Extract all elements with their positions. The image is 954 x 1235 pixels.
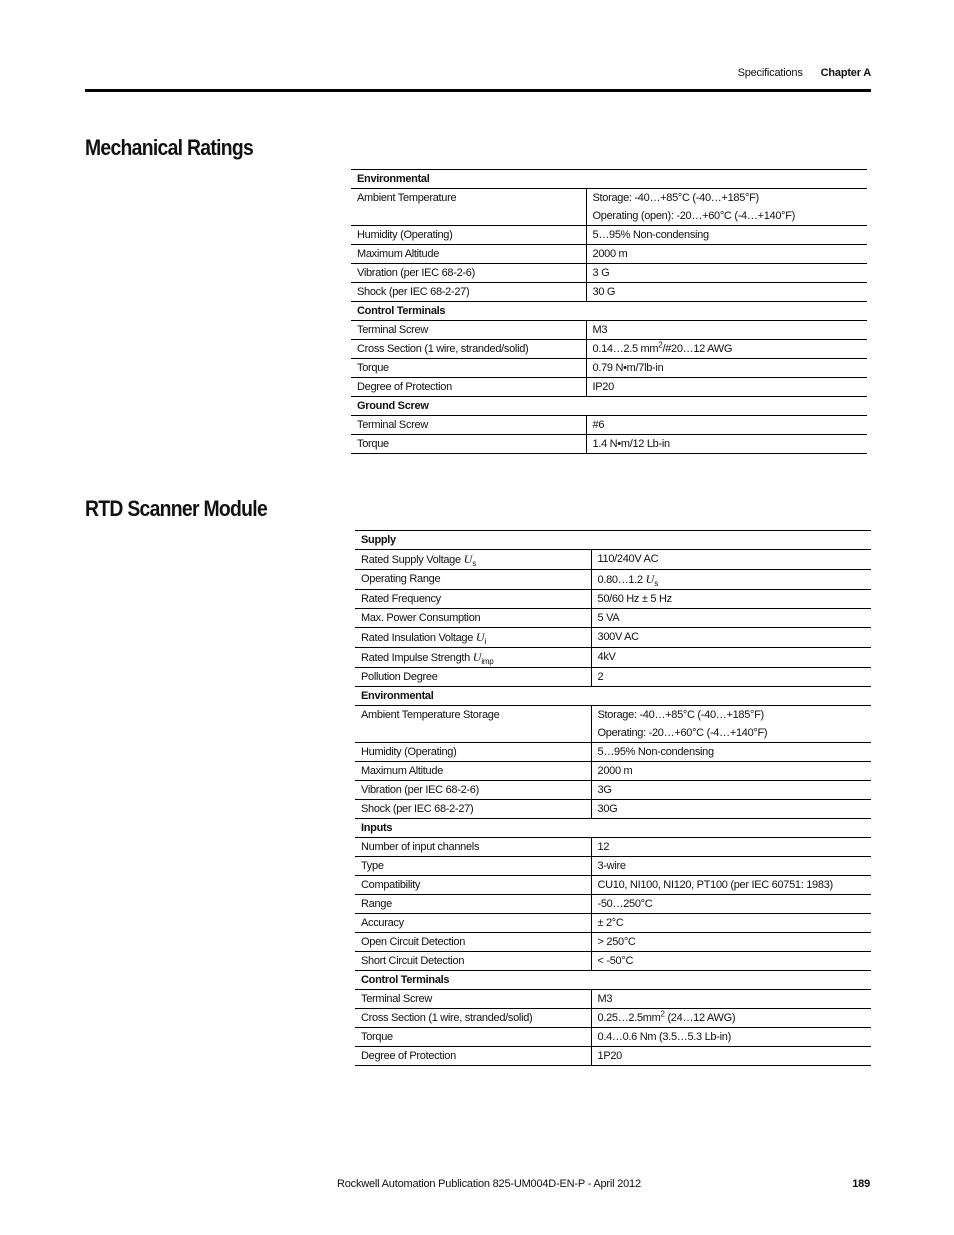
spec-row <box>355 781 871 800</box>
spec-label <box>355 570 591 590</box>
spec-label-text: Accuracy <box>361 917 404 929</box>
spec-row <box>355 933 871 952</box>
spec-value <box>591 706 871 743</box>
spec-label-text: Torque <box>357 362 389 374</box>
spec-value <box>591 895 871 914</box>
section-header-row <box>355 531 871 550</box>
section-header-row <box>355 971 871 990</box>
spec-value-suffix: (24…12 AWG) <box>664 1012 736 1024</box>
section-header-row <box>351 302 867 321</box>
spec-row <box>355 706 871 743</box>
spec-label <box>355 762 591 781</box>
spec-value <box>591 743 871 762</box>
spec-label-text: Short Circuit Detection <box>361 955 465 967</box>
spec-row <box>351 283 867 302</box>
spec-row <box>351 416 867 435</box>
mechanical-ratings-title: Mechanical Ratings <box>85 135 254 160</box>
spec-label-text: Compatibility <box>361 879 421 891</box>
spec-label <box>351 283 586 302</box>
section-label: Control Terminals <box>355 971 871 990</box>
spec-value <box>591 648 871 668</box>
spec-value <box>586 226 867 245</box>
spec-label <box>351 340 586 359</box>
spec-value <box>586 340 867 359</box>
spec-value <box>586 264 867 283</box>
spec-row <box>351 264 867 283</box>
spec-value-text: 3 G <box>592 267 610 279</box>
spec-label <box>351 189 586 226</box>
spec-value-text: 110/240V AC <box>597 553 659 565</box>
spec-value-text: 0.79 N•m/7lb-in <box>592 362 664 374</box>
spec-value-text: 2000 m <box>592 248 628 260</box>
symbol: U <box>645 572 655 586</box>
spec-label-text: Max. Power Consumption <box>361 612 481 624</box>
spec-value-text: IP20 <box>592 381 614 393</box>
spec-row <box>355 628 871 648</box>
spec-label <box>355 952 591 971</box>
superscript: 2 <box>660 1009 665 1019</box>
spec-value-text: 3G <box>597 784 612 796</box>
spec-value <box>586 245 867 264</box>
spec-label-text: Pollution Degree <box>361 671 438 683</box>
spec-row <box>355 1028 871 1047</box>
symbol-subscript: i <box>484 637 486 647</box>
spec-value <box>591 762 871 781</box>
spec-label-text: Terminal Screw <box>357 419 428 431</box>
spec-label-text: Torque <box>361 1031 393 1043</box>
symbol: U <box>472 650 482 664</box>
spec-label <box>355 1047 591 1066</box>
spec-row <box>355 800 871 819</box>
spec-value <box>586 359 867 378</box>
spec-row <box>355 570 871 590</box>
spec-value-text: 2000 m <box>597 765 633 777</box>
mechanical-ratings-table <box>351 169 867 454</box>
spec-label-text: Open Circuit Detection <box>361 936 466 948</box>
spec-label <box>355 648 591 668</box>
header-chapter: Chapter A <box>820 67 871 79</box>
spec-value-text: 30 G <box>592 286 616 298</box>
spec-row <box>355 990 871 1009</box>
spec-value-text: 5…95% Non-condensing <box>592 229 709 241</box>
section-label: Environmental <box>351 170 867 189</box>
spec-value <box>591 609 871 628</box>
symbol-subscript: s <box>472 559 476 569</box>
spec-label-text: Ambient Temperature <box>357 192 457 204</box>
spec-value <box>591 990 871 1009</box>
section-label: Inputs <box>355 819 871 838</box>
spec-value <box>586 416 867 435</box>
spec-label <box>351 435 586 454</box>
spec-label <box>351 245 586 264</box>
section-header-row <box>355 687 871 706</box>
spec-label <box>355 668 591 687</box>
spec-row <box>351 340 867 359</box>
spec-value <box>591 590 871 609</box>
spec-value-text: 30G <box>597 803 618 815</box>
spec-value <box>591 952 871 971</box>
spec-value-text: 2 <box>597 671 604 683</box>
spec-label <box>355 990 591 1009</box>
spec-value-text: 5 VA <box>597 612 620 624</box>
spec-label-text: Terminal Screw <box>361 993 432 1005</box>
spec-row <box>355 1047 871 1066</box>
spec-row <box>355 895 871 914</box>
spec-label-text: Torque <box>357 438 389 450</box>
footer-publication: Rockwell Automation Publication 825-UM004D-EN-P - April 2012 <box>337 1178 641 1190</box>
symbol-subscript: imp <box>481 657 494 667</box>
spec-value-text: 0.80…1.2 <box>597 574 646 586</box>
spec-label <box>351 321 586 340</box>
spec-row <box>351 226 867 245</box>
spec-label-text: Shock (per IEC 68-2-27) <box>357 286 470 298</box>
spec-value-text: Storage: -40…+85°C (-40…+185°F) <box>597 709 764 721</box>
spec-value-text: #6 <box>592 419 605 431</box>
spec-value <box>591 628 871 648</box>
spec-value-text: 50/60 Hz ± 5 Hz <box>597 593 672 605</box>
spec-label-text: Rated Frequency <box>361 593 441 605</box>
spec-value <box>591 857 871 876</box>
spec-row <box>355 876 871 895</box>
spec-label <box>355 628 591 648</box>
spec-value-line2: Operating (open): -20…+60°C (-4…+140°F) <box>592 210 796 222</box>
spec-label-text: Type <box>361 860 384 872</box>
spec-value-text: 0.14…2.5 mm <box>592 343 659 355</box>
spec-label <box>355 876 591 895</box>
spec-value-text: 5…95% Non-condensing <box>597 746 714 758</box>
spec-value-text: < -50°C <box>597 955 634 967</box>
spec-label <box>355 914 591 933</box>
spec-label <box>355 857 591 876</box>
spec-label-text: Shock (per IEC 68-2-27) <box>361 803 474 815</box>
spec-row <box>355 1009 871 1028</box>
spec-row <box>355 952 871 971</box>
spec-label-text: Vibration (per IEC 68-2-6) <box>361 784 479 796</box>
symbol-subscript: s <box>654 579 658 589</box>
spec-value-text: > 250°C <box>597 936 636 948</box>
spec-label-text: Vibration (per IEC 68-2-6) <box>357 267 475 279</box>
spec-value <box>591 838 871 857</box>
spec-label <box>355 933 591 952</box>
spec-label <box>355 609 591 628</box>
spec-value <box>591 933 871 952</box>
spec-row <box>355 762 871 781</box>
section-label: Ground Screw <box>351 397 867 416</box>
spec-row <box>351 378 867 397</box>
spec-label-text: Degree of Protection <box>361 1050 456 1062</box>
spec-label <box>355 1028 591 1047</box>
section-header-row <box>351 170 867 189</box>
spec-label-text: Number of input channels <box>361 841 480 853</box>
spec-label <box>351 378 586 397</box>
spec-value-text: ± 2°C <box>597 917 624 929</box>
section-header-row <box>355 819 871 838</box>
spec-label-text: Range <box>361 898 392 910</box>
spec-row <box>355 743 871 762</box>
spec-value-text: 300V AC <box>597 631 639 643</box>
spec-label <box>355 838 591 857</box>
spec-label <box>355 706 591 743</box>
spec-value <box>591 1028 871 1047</box>
spec-label <box>355 781 591 800</box>
spec-label-text: Operating Range <box>361 573 441 585</box>
spec-value-suffix: /#20…12 AWG <box>662 343 733 355</box>
spec-row <box>351 245 867 264</box>
spec-value-line2: Operating: -20…+60°C (-4…+140°F) <box>597 727 768 739</box>
spec-value <box>586 321 867 340</box>
superscript: 2 <box>658 340 663 350</box>
running-header <box>738 67 871 79</box>
spec-label-text: Rated Impulse Strength <box>361 652 473 664</box>
spec-value <box>591 1047 871 1066</box>
spec-value <box>586 378 867 397</box>
spec-label <box>351 264 586 283</box>
spec-value <box>591 550 871 570</box>
spec-label-text: Rated Supply Voltage <box>361 554 464 566</box>
spec-label <box>355 590 591 609</box>
spec-value-text: 3-wire <box>597 860 626 872</box>
rtd-scanner-title: RTD Scanner Module <box>85 496 268 521</box>
spec-value <box>591 1009 871 1028</box>
spec-row <box>355 550 871 570</box>
spec-value <box>591 668 871 687</box>
spec-value-text: 1P20 <box>597 1050 622 1062</box>
spec-label-text: Cross Section (1 wire, stranded/solid) <box>357 343 529 355</box>
spec-label-text: Maximum Altitude <box>361 765 444 777</box>
spec-label-text: Rated Insulation Voltage <box>361 632 476 644</box>
page-number: 189 <box>852 1178 870 1190</box>
spec-label <box>355 1009 591 1028</box>
spec-value <box>591 781 871 800</box>
spec-value <box>586 189 867 226</box>
spec-value-text: M3 <box>592 324 608 336</box>
spec-value <box>591 914 871 933</box>
spec-label <box>351 226 586 245</box>
spec-value-text: 12 <box>597 841 610 853</box>
spec-row <box>355 590 871 609</box>
header-section: Specifications <box>737 67 803 79</box>
spec-row <box>351 189 867 226</box>
spec-label <box>351 416 586 435</box>
spec-label <box>355 800 591 819</box>
spec-row <box>355 914 871 933</box>
spec-row <box>351 435 867 454</box>
spec-row <box>351 321 867 340</box>
spec-value <box>591 800 871 819</box>
spec-row <box>355 668 871 687</box>
spec-value <box>586 283 867 302</box>
section-label: Control Terminals <box>351 302 867 321</box>
spec-label-text: Degree of Protection <box>357 381 452 393</box>
spec-row <box>355 648 871 668</box>
header-rule <box>85 89 871 92</box>
spec-value-text: 1.4 N•m/12 Lb-in <box>592 438 670 450</box>
spec-value-text: 0.25…2.5mm <box>597 1012 661 1024</box>
spec-label-text: Cross Section (1 wire, stranded/solid) <box>361 1012 533 1024</box>
section-label: Supply <box>355 531 871 550</box>
spec-label <box>355 550 591 570</box>
spec-label <box>355 743 591 762</box>
spec-value-text: CU10, NI100, NI120, PT100 (per IEC 60751: 1983) <box>597 879 833 891</box>
spec-value-text: Storage: -40…+85°C (-40…+185°F) <box>592 192 759 204</box>
spec-row <box>355 838 871 857</box>
symbol: U <box>475 630 485 644</box>
symbol: U <box>463 552 473 566</box>
spec-value-text: 4kV <box>597 651 616 663</box>
section-header-row <box>351 397 867 416</box>
spec-label-text: Ambient Temperature Storage <box>361 709 500 721</box>
spec-label-text: Humidity (Operating) <box>357 229 453 241</box>
spec-value <box>586 435 867 454</box>
spec-row <box>355 609 871 628</box>
rtd-scanner-table <box>355 530 871 1066</box>
spec-value-text: M3 <box>597 993 613 1005</box>
spec-label <box>355 895 591 914</box>
spec-value-text: -50…250°C <box>597 898 653 910</box>
spec-row <box>351 359 867 378</box>
section-label: Environmental <box>355 687 871 706</box>
spec-label-text: Humidity (Operating) <box>361 746 457 758</box>
spec-value <box>591 876 871 895</box>
spec-value <box>591 570 871 590</box>
spec-row <box>355 857 871 876</box>
spec-label <box>351 359 586 378</box>
spec-value-text: 0.4…0.6 Nm (3.5…5.3 Lb-in) <box>597 1031 731 1043</box>
spec-label-text: Maximum Altitude <box>357 248 440 260</box>
spec-label-text: Terminal Screw <box>357 324 428 336</box>
